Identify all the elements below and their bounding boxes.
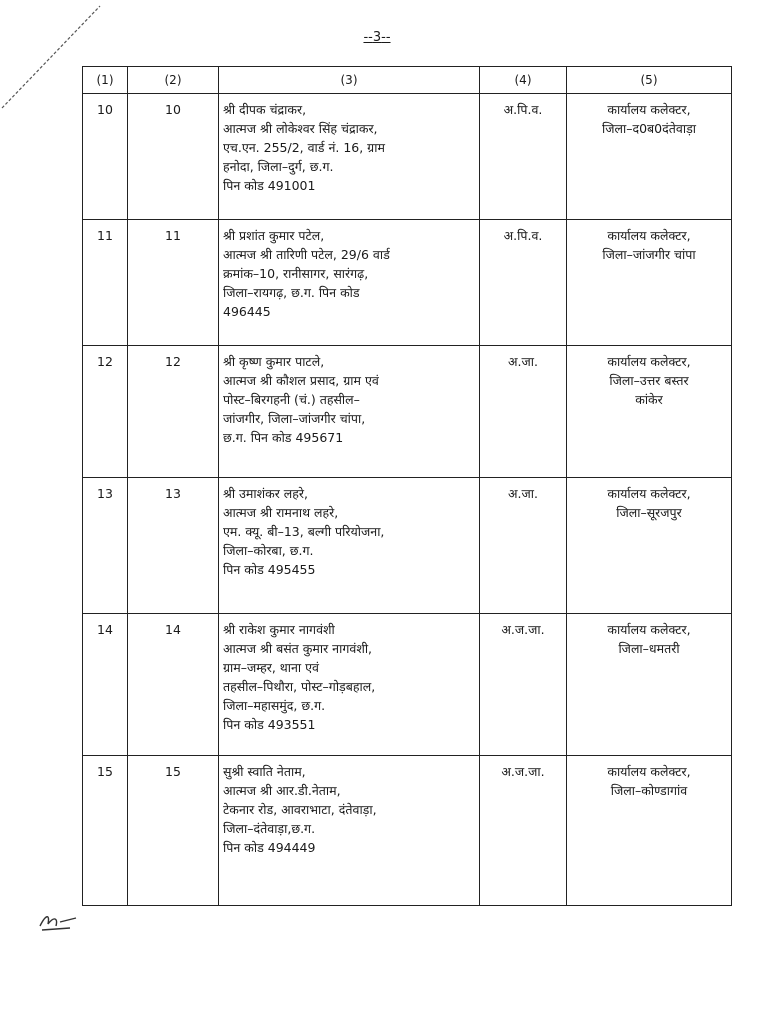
office-cell (567, 346, 732, 478)
serial-cell: 11 (83, 220, 128, 346)
header-col-5: (5) (567, 67, 732, 94)
number-cell: 13 (128, 478, 219, 614)
address-line: आत्मज श्री लोकेश्वर सिंह चंद्राकर, (223, 121, 378, 136)
office-cell (567, 94, 732, 220)
category-cell: अ.जा. (480, 346, 567, 478)
address-cell (219, 94, 480, 220)
number-cell: 14 (128, 614, 219, 756)
number-cell: 12 (128, 346, 219, 478)
category-cell: अ.ज.जा. (480, 614, 567, 756)
address-cell (219, 614, 480, 756)
address-line: श्री उमाशंकर लहरे, (223, 486, 309, 501)
header-col-4: (4) (480, 67, 567, 94)
number-cell: 15 (128, 756, 219, 906)
header-col-1: (1) (83, 67, 128, 94)
address-line: आत्मज श्री तारिणी पटेल, 29/6 वार्ड (223, 247, 390, 262)
serial-cell: 10 (83, 94, 128, 220)
office-line: कार्यालय कलेक्टर, (607, 354, 691, 369)
address-cell (219, 346, 480, 478)
number-cell: 11 (128, 220, 219, 346)
address-line: आत्मज श्री कौशल प्रसाद, ग्राम एवं (223, 373, 379, 388)
address-line: जांजगीर, जिला–जांजगीर चांपा, (223, 411, 366, 426)
address-line: पोस्ट–बिरगहनी (चं.) तहसील– (223, 392, 360, 407)
office-line: कार्यालय कलेक्टर, (607, 228, 691, 243)
address-line: श्री दीपक चंद्राकर, (223, 102, 307, 117)
serial-cell: 12 (83, 346, 128, 478)
signature-mark (36, 904, 96, 934)
address-line: एम. क्यू. बी–13, बल्गी परियोजना, (223, 524, 385, 539)
serial-cell: 15 (83, 756, 128, 906)
address-cell (219, 756, 480, 906)
address-line: एच.एन. 255/2, वार्ड नं. 16, ग्राम (223, 140, 385, 155)
table-row (83, 478, 732, 614)
number-cell: 10 (128, 94, 219, 220)
office-line: जिला–कोण्डागांव (610, 783, 688, 798)
category-cell: अ.जा. (480, 478, 567, 614)
address-line: क्रमांक–10, रानीसागर, सारंगढ़, (223, 266, 369, 281)
address-line: जिला–महासमुंद, छ.ग. (223, 698, 326, 713)
address-line: श्री कृष्ण कुमार पाटले, (223, 354, 325, 369)
table-row (83, 220, 732, 346)
table-header-row (83, 67, 732, 94)
header-col-3: (3) (219, 67, 480, 94)
office-line: कार्यालय कलेक्टर, (607, 102, 691, 117)
address-line: आत्मज श्री आर.डी.नेताम, (223, 783, 341, 798)
address-line: पिन कोड 493551 (223, 717, 316, 732)
address-line: छ.ग. पिन कोड 495671 (223, 430, 344, 445)
address-line: हनोदा, जिला–दुर्ग, छ.ग. (223, 159, 334, 174)
address-cell (219, 478, 480, 614)
address-cell (219, 220, 480, 346)
header-col-2: (2) (128, 67, 219, 94)
address-line: पिन कोड 491001 (223, 178, 316, 193)
address-line: सुश्री स्वाति नेताम, (223, 764, 306, 779)
address-line: टेकनार रोड, आवराभाटा, दंतेवाड़ा, (223, 802, 377, 817)
address-line: तहसील–पिथौरा, पोस्ट–गोड़बहाल, (223, 679, 376, 694)
office-cell (567, 220, 732, 346)
address-line: श्री प्रशांत कुमार पटेल, (223, 228, 325, 243)
address-line: ग्राम–जम्हर, थाना एवं (223, 660, 319, 675)
office-cell (567, 478, 732, 614)
address-line: आत्मज श्री रामनाथ लहरे, (223, 505, 339, 520)
office-cell (567, 614, 732, 756)
office-line: कांकेर (635, 392, 663, 407)
address-line: पिन कोड 495455 (223, 562, 316, 577)
table-row (83, 346, 732, 478)
serial-cell: 13 (83, 478, 128, 614)
transfer-table (82, 66, 732, 906)
address-line: पिन कोड 494449 (223, 840, 316, 855)
office-line: जिला–सूरजपुर (616, 505, 682, 520)
address-line: जिला–कोरबा, छ.ग. (223, 543, 314, 558)
table-row (83, 614, 732, 756)
category-cell: अ.पि.व. (480, 94, 567, 220)
office-line: कार्यालय कलेक्टर, (607, 764, 691, 779)
category-cell: अ.ज.जा. (480, 756, 567, 906)
office-cell (567, 756, 732, 906)
table-row (83, 756, 732, 906)
office-line: जिला–जांजगीर चांपा (602, 247, 696, 262)
address-line: 496445 (223, 304, 271, 319)
address-line: जिला–रायगढ़, छ.ग. पिन कोड (223, 285, 360, 300)
office-line: कार्यालय कलेक्टर, (607, 486, 691, 501)
office-line: जिला–द0ब0दंतेवाड़ा (601, 121, 697, 136)
category-cell: अ.पि.व. (480, 220, 567, 346)
address-line: आत्मज श्री बसंत कुमार नागवंशी, (223, 641, 373, 656)
office-line: कार्यालय कलेक्टर, (607, 622, 691, 637)
table-row (83, 94, 732, 220)
serial-cell: 14 (83, 614, 128, 756)
address-line: जिला–दंतेवाड़ा,छ.ग. (223, 821, 316, 836)
office-line: जिला–धमतरी (618, 641, 680, 656)
office-line: जिला–उत्तर बस्तर (609, 373, 689, 388)
address-line: श्री राकेश कुमार नागवंशी (223, 622, 335, 637)
page-number: --3-- (363, 30, 391, 45)
